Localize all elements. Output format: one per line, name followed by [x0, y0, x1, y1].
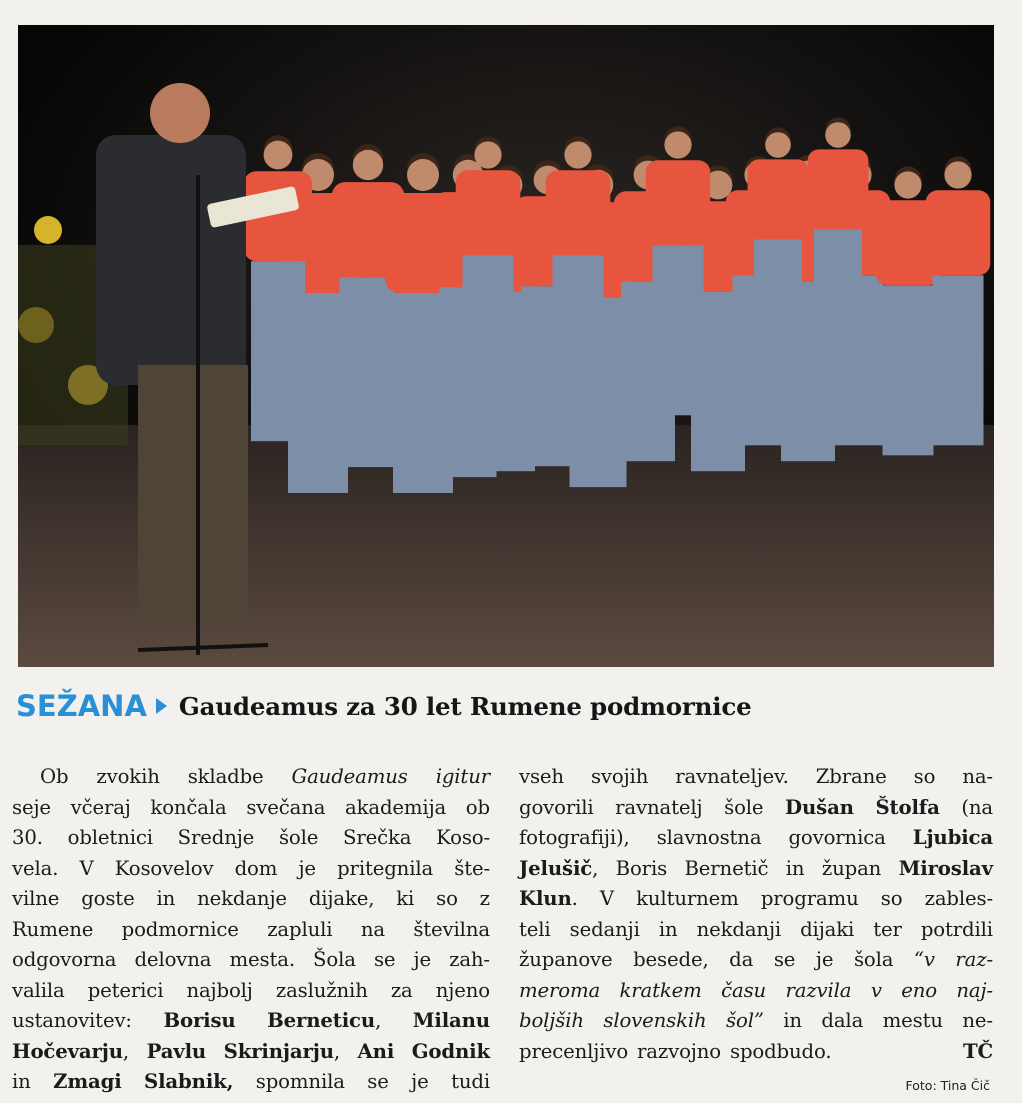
text-line: Klun. V kulturnem programu so zables- [519, 887, 993, 910]
photo-credit: Foto: Tina Čič [905, 1078, 990, 1093]
article-column-2 [519, 762, 993, 1067]
text-line: meroma kratkem času razvila v eno naj- [519, 978, 993, 1002]
text-line: teli sedanji in nekdanji dijaki ter potrdili [519, 917, 993, 941]
choir-member [808, 117, 869, 389]
author-signature: TČ [962, 1039, 993, 1063]
headline [16, 684, 1006, 728]
text-line: Ob zvokih skladbe Gaudeamus igitur [40, 765, 490, 788]
article-photo [18, 25, 994, 667]
choir-member [456, 136, 521, 425]
text-line: Rumene podmornice zapluli na številna [12, 917, 490, 941]
photo-icon [18, 25, 994, 667]
choir-member [748, 127, 809, 399]
text-line: in Zmagi Slabnik, spomnila se je tudi [12, 1070, 490, 1093]
text-line: Jelušič, Boris Bernetič in župan Miroslav [519, 856, 993, 880]
text-line: ustanovitev: Borisu Berneticu, Milanu [12, 1009, 490, 1032]
text-line: fotografiji), slavnostna govornica Ljubica [519, 826, 993, 849]
text-line: precenljivo razvojno spodbudo. TČ [519, 1037, 993, 1068]
text-line: 30. obletnici Srednje šole Srečka Koso- [12, 826, 490, 849]
text-line: boljših slovenskih šol” in dala mestu ne- [519, 1009, 993, 1032]
text-line: govorili ravnatelj šole Dušan Štolfa (na [519, 795, 993, 819]
text-line: vilne goste in nekdanje dijake, ki so z [12, 887, 490, 910]
text-line: županove besede, da se je šola “v raz- [519, 948, 993, 971]
choir-member [926, 156, 991, 445]
article-title: Gaudeamus za 30 let Rumene podmornice [178, 691, 752, 721]
text-line: valila peterici najbolj zaslužnih za njeno [12, 978, 490, 1002]
choir-member [646, 126, 711, 415]
text-line: Hočevarju, Pavlu Skrinjarju, Ani Godnik [12, 1039, 490, 1063]
section-kicker: SEŽANA [16, 689, 147, 723]
article-column-1 [12, 762, 490, 1098]
choir-member [244, 135, 312, 441]
text-line: odgovorna delovna mesta. Šola se je zah- [12, 948, 490, 971]
arrow-right-icon [156, 698, 167, 714]
text-line: seje včeraj končala svečana akademija ob [12, 795, 490, 819]
text-line: vseh svojih ravnateljev. Zbrane so na- [519, 765, 993, 788]
choir-member [546, 136, 611, 425]
text-line: vela. V Kosovelov dom je pritegnila šte- [12, 856, 490, 880]
